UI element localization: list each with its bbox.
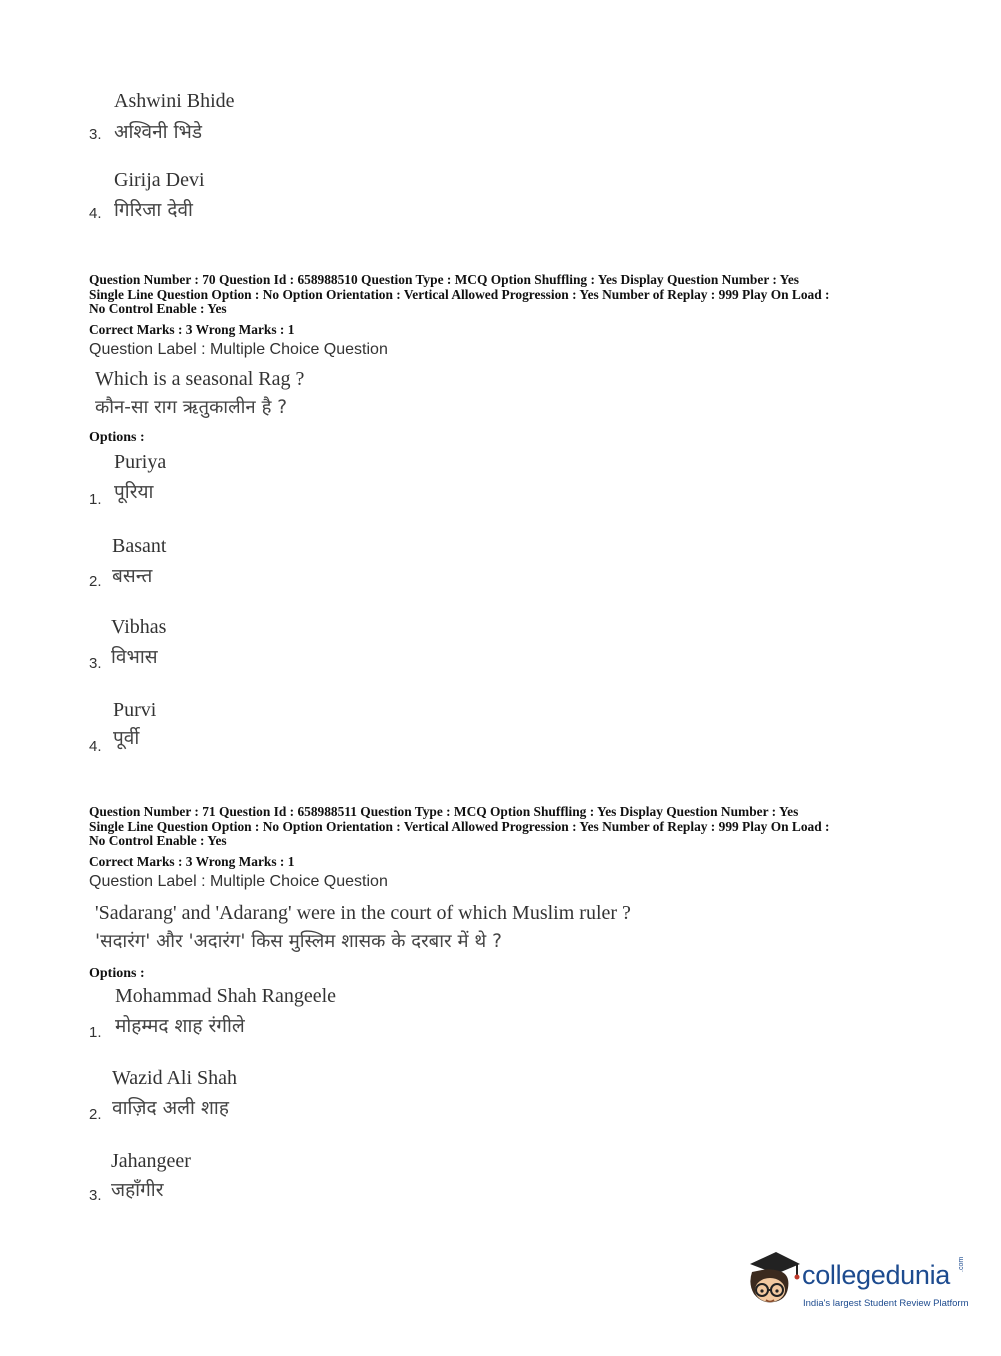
question-label: Question Label : Multiple Choice Question [89, 341, 388, 358]
option-text-hi: पूर्वी [113, 727, 140, 749]
option-text-en: Jahangeer [111, 1150, 191, 1172]
option-number: 2. [89, 573, 102, 590]
option-text-hi: मोहम्मद शाह रंगीले [115, 1015, 245, 1037]
question-marks: Correct Marks : 3 Wrong Marks : 1 [89, 322, 295, 337]
question-marks: Correct Marks : 3 Wrong Marks : 1 [89, 854, 295, 869]
meta-line: Question Number : 70 Question Id : 658988510 Question Type : MCQ Option Shuffling : Yes Display Question Number : Yes [89, 272, 800, 287]
brand-name: collegedunia [802, 1260, 951, 1290]
option-number: 4. [89, 738, 102, 755]
question-text-en: 'Sadarang' and 'Adarang' were in the court of which Muslim ruler ? [95, 902, 631, 924]
options-label: Options : [89, 966, 145, 981]
question-meta [89, 805, 919, 849]
question-text-en: Which is a seasonal Rag ? [95, 368, 305, 390]
meta-line: No Control Enable : Yes [89, 301, 227, 316]
options-label: Options : [89, 430, 145, 445]
meta-line: Single Line Question Option : No Option Orientation : Vertical Allowed Progression : Yes Number of Replay : 999 Play On Load : [89, 286, 830, 302]
option-text-hi: अश्विनी भिडे [114, 121, 203, 143]
question-text-hi: 'सदारंग' और 'अदारंग' किस मुस्लिम शासक के दरबार में थे ? [95, 931, 502, 952]
option-text-hi: जहाँगीर [111, 1179, 164, 1201]
collegedunia-logo[interactable] [742, 1250, 972, 1318]
option-number: 1. [89, 1024, 102, 1041]
question-meta [89, 273, 919, 317]
option-text-en: Purvi [113, 699, 157, 721]
question-label: Question Label : Multiple Choice Question [89, 873, 388, 890]
option-number: 3. [89, 655, 102, 672]
brand-suffix: .com [958, 1256, 965, 1272]
option-text-en: Basant [112, 535, 167, 557]
option-text-en: Ashwini Bhide [114, 90, 235, 112]
option-number: 4. [89, 205, 102, 222]
option-number: 1. [89, 491, 102, 508]
option-number: 3. [89, 1187, 102, 1204]
option-text-en: Vibhas [111, 616, 167, 638]
option-text-en: Wazid Ali Shah [112, 1067, 238, 1089]
meta-line: Single Line Question Option : No Option Orientation : Vertical Allowed Progression : Yes Number of Replay : 999 Play On Load : [89, 818, 830, 834]
option-text-hi: वाज़िद अली शाह [112, 1097, 229, 1119]
meta-line: Question Number : 71 Question Id : 658988511 Question Type : MCQ Option Shuffling : Yes Display Question Number : Yes [89, 804, 799, 819]
option-text-en: Mohammad Shah Rangeele [115, 985, 337, 1007]
option-text-hi: विभास [111, 646, 158, 668]
option-text-en: Girija Devi [114, 169, 205, 191]
option-text-hi: पूरिया [114, 481, 154, 503]
brand-tagline: India's largest Student Review Platform [803, 1298, 969, 1309]
question-text-hi: कौन-सा राग ऋतुकालीन है ? [95, 397, 288, 418]
option-text-hi: गिरिजा देवी [114, 199, 193, 221]
option-number: 3. [89, 126, 102, 143]
meta-line: No Control Enable : Yes [89, 833, 227, 848]
option-text-hi: बसन्त [112, 565, 153, 587]
option-text-en: Puriya [114, 451, 167, 473]
option-number: 2. [89, 1106, 102, 1123]
mascot-graduation-cap-icon [742, 1250, 802, 1312]
